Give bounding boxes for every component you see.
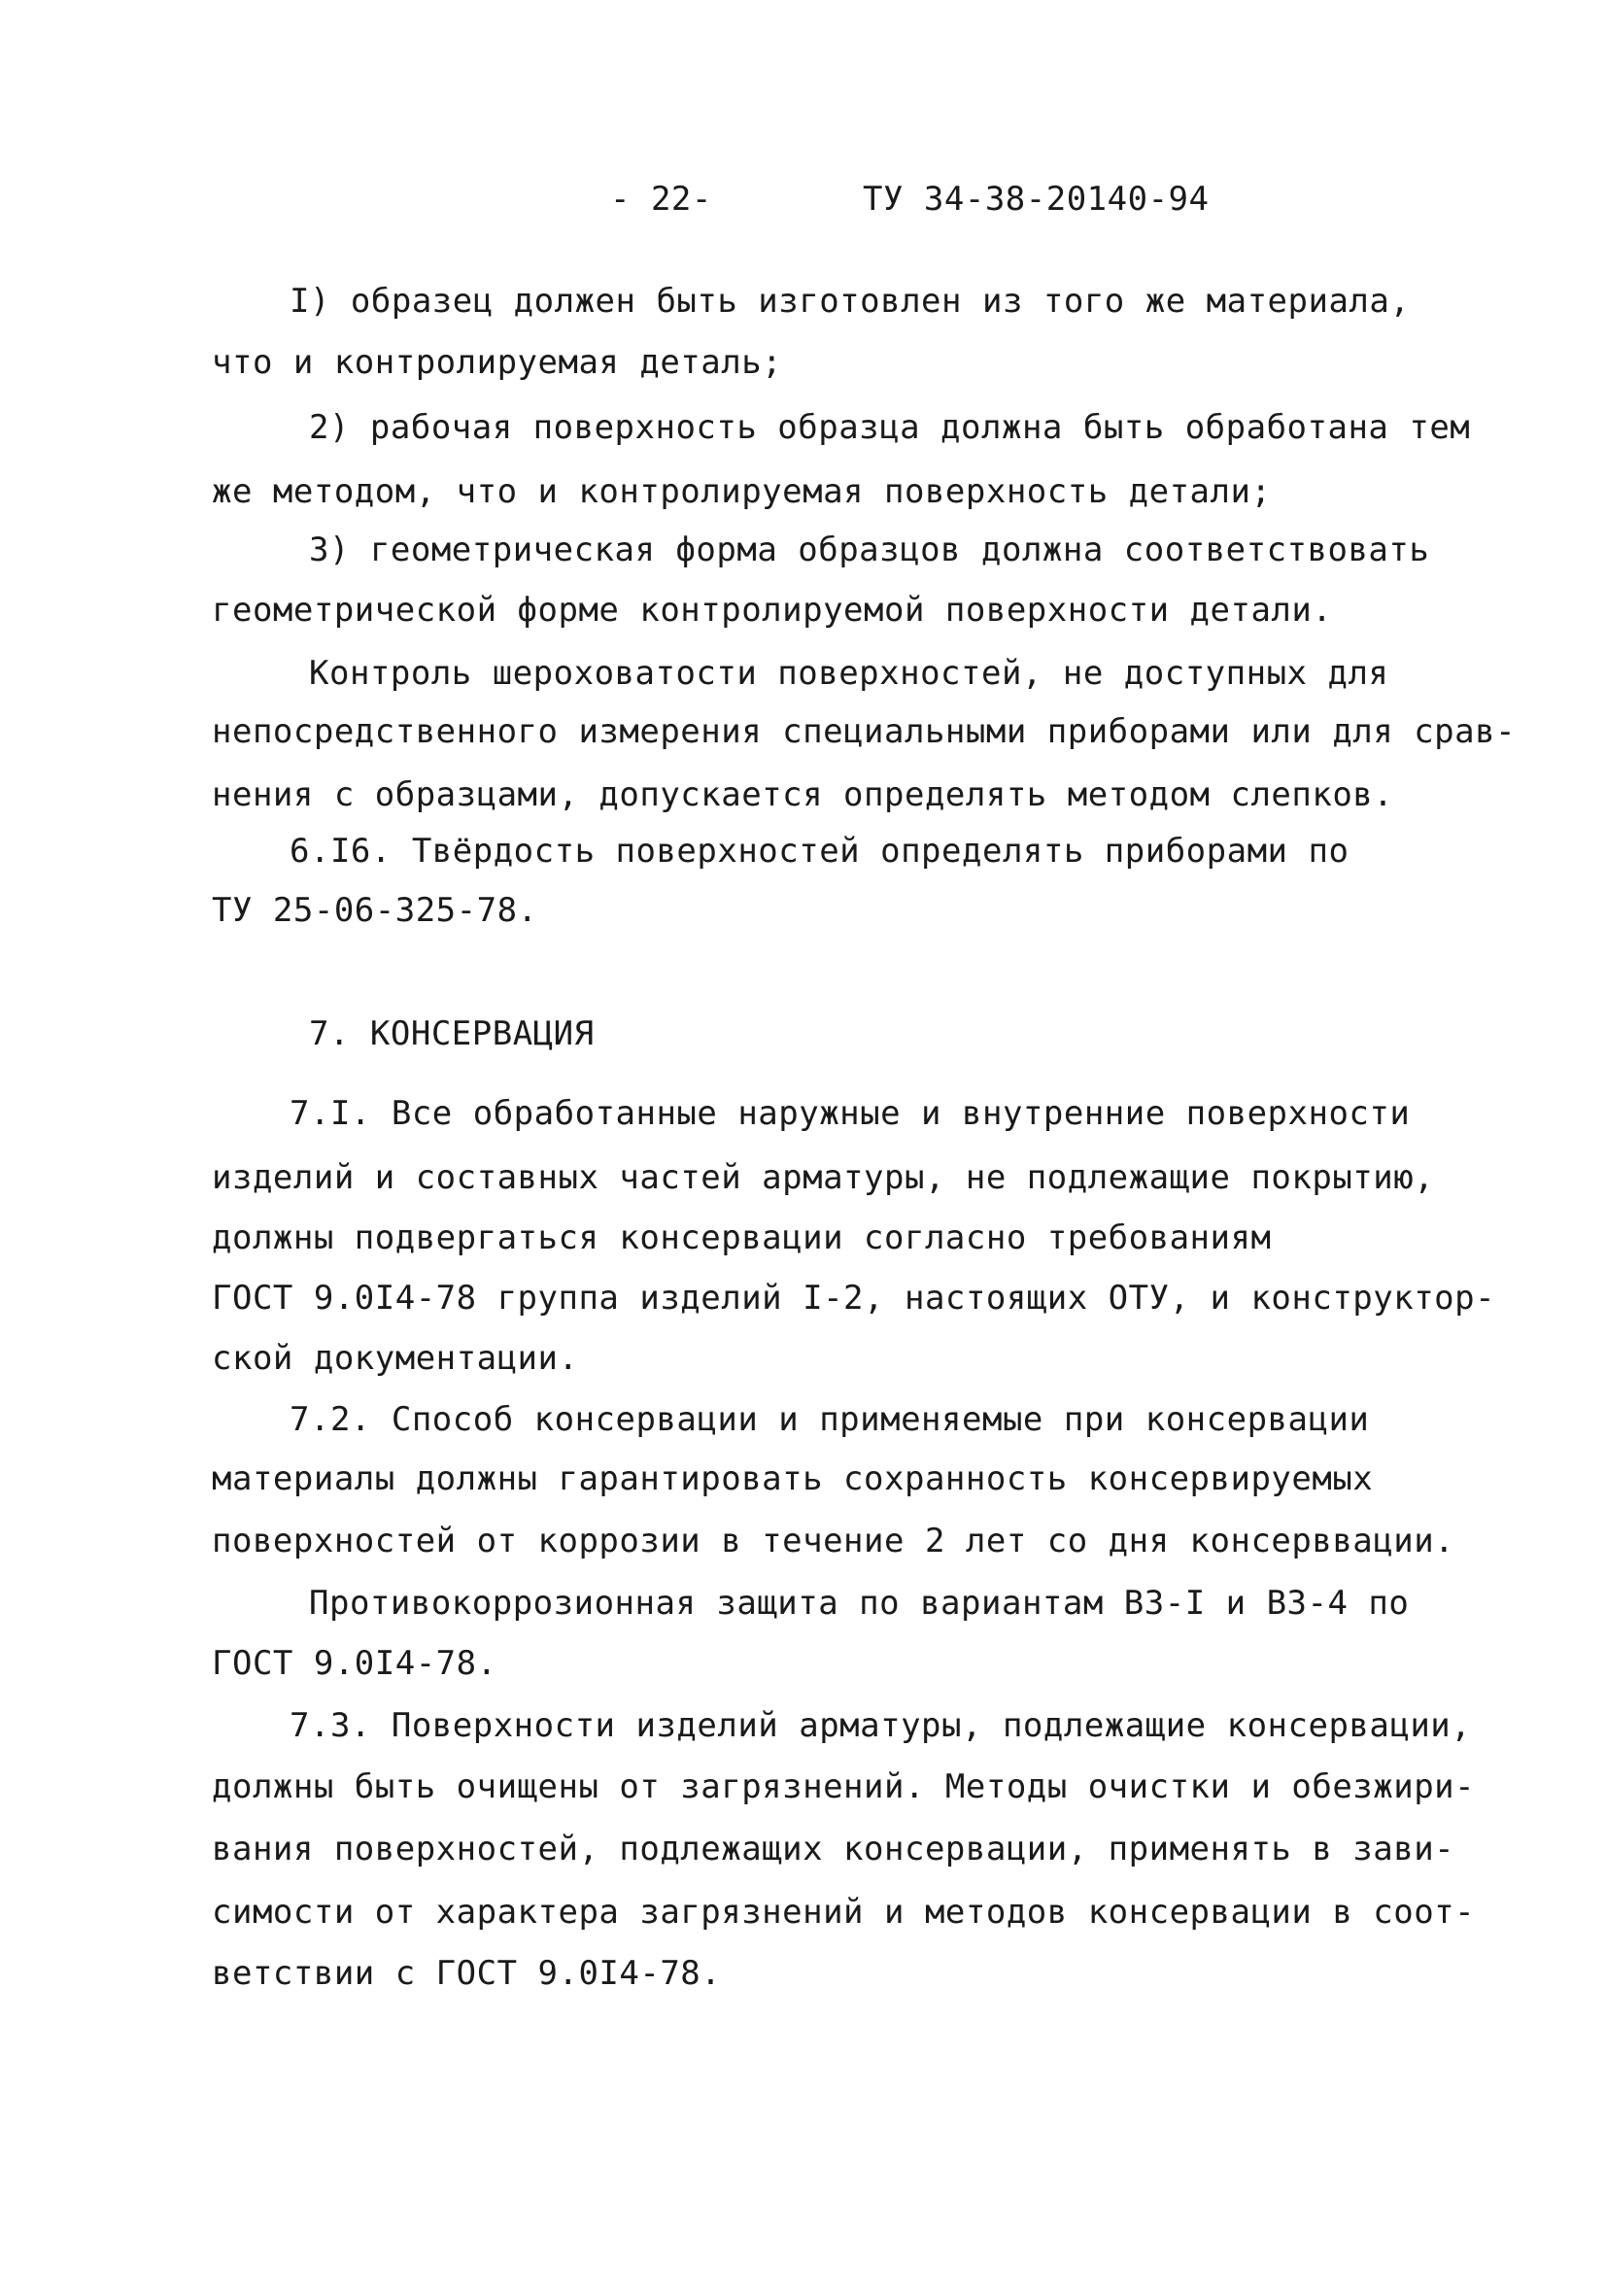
- text-line: изделий и составных частей арматуры, не подлежащие покрытию,: [212, 1158, 1435, 1197]
- text-line: должны быть очищены от загрязнений. Методы очистки и обезжири-: [212, 1767, 1476, 1806]
- text-line: непосредственного измерения специальными приборами или для срав-: [212, 712, 1517, 751]
- text-line: поверхностей от коррозии в течение 2 лет со дня консерввации.: [212, 1522, 1455, 1560]
- section-heading: 7. КОНСЕРВАЦИЯ: [309, 1014, 595, 1053]
- text-line: ветствии с ГОСТ 9.0I4-78.: [212, 1954, 722, 1993]
- text-line: 2) рабочая поверхность образца должна быть обработана тем: [309, 408, 1471, 447]
- text-line: ТУ 25-06-325-78.: [212, 891, 538, 930]
- text-line: 7.I. Все обработанные наружные и внутренние поверхности: [290, 1094, 1411, 1133]
- text-line: геометрической форме контролируемой поверхности детали.: [212, 591, 1333, 630]
- page-number: - 22-: [610, 180, 712, 219]
- text-line: 7.2. Способ консервации и применяемые при консервации: [290, 1400, 1370, 1439]
- text-line: Контроль шероховатости поверхностей, не доступных для: [309, 654, 1389, 693]
- text-line: должны подвергаться консервации согласно требованиям: [212, 1218, 1272, 1257]
- document-code: ТУ 34-38-20140-94: [863, 180, 1210, 219]
- text-line: материалы должны гарантировать сохранность консервируемых: [212, 1459, 1374, 1498]
- text-line: же методом, что и контролируемая поверхность детали;: [212, 472, 1272, 511]
- text-line: симости от характера загрязнений и методов консервации в соот-: [212, 1893, 1476, 1932]
- text-line: Противокоррозионная защита по вариантам ВЗ-I и ВЗ-4 по: [309, 1584, 1410, 1623]
- text-line: нения с образцами, допускается определять методом слепков.: [212, 775, 1394, 814]
- text-line: 3) геометрическая форма образцов должна соответствовать: [309, 531, 1430, 569]
- text-line: ГОСТ 9.0I4-78 группа изделий I-2, настоящих ОТУ, и конструктор-: [212, 1279, 1496, 1318]
- text-line: 6.I6. Твёрдость поверхностей определять приборами по: [290, 832, 1350, 871]
- text-line: 7.3. Поверхности изделий арматуры, подлежащие консервации,: [290, 1706, 1472, 1745]
- text-line: ской документации.: [212, 1339, 579, 1378]
- text-line: вания поверхностей, подлежащих консервации, применять в зави-: [212, 1830, 1455, 1868]
- text-line: ГОСТ 9.0I4-78.: [212, 1644, 497, 1683]
- text-line: что и контролируемая деталь;: [212, 343, 783, 382]
- text-line: I) образец должен быть изготовлен из того же материала,: [290, 282, 1411, 321]
